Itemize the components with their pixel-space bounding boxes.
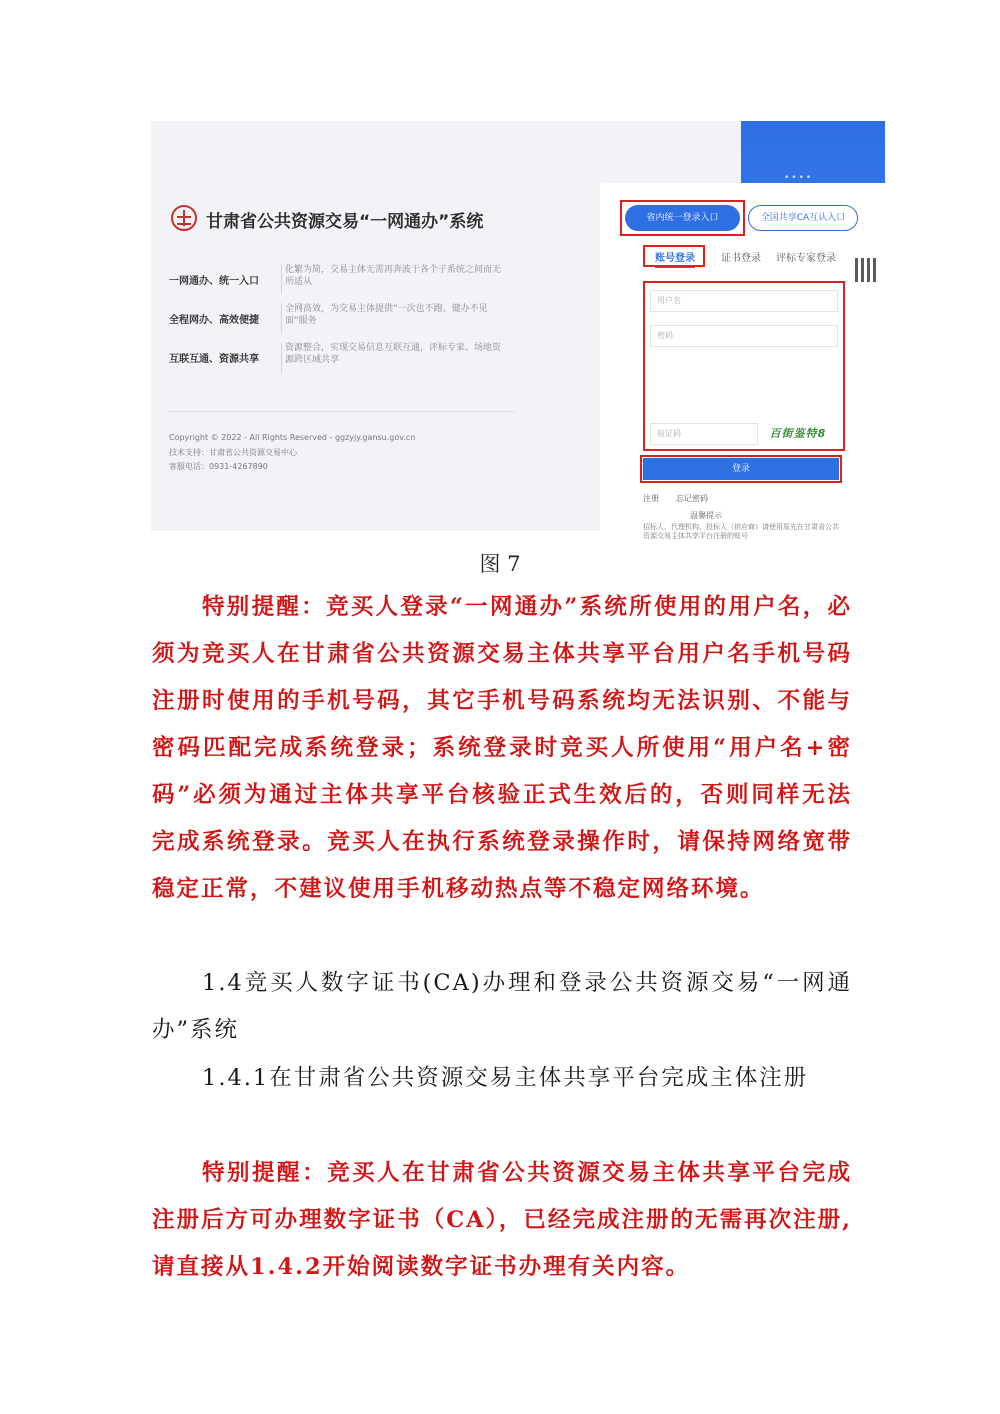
feature-item-unified-entry: [169, 264, 509, 298]
login-button[interactable]: 登录: [643, 458, 839, 480]
login-card: [600, 183, 885, 540]
section-heading-1-4: 1.4竞买人数字证书(CA)办理和登录公共资源交易“一网通办”系统: [152, 970, 852, 1043]
tip-title: 温馨提示: [690, 511, 722, 520]
special-reminder-2: 特别提醒：竞买人在甘肃省公共资源交易主体共享平台完成注册后方可办理数字证书（CA），已经完成注册的无需再次注册,请直接从1.4.2开始阅读数字证书办理有关内容。: [152, 1160, 852, 1280]
special-reminder-1: 特别提醒：竞买人登录“一网通办”系统所使用的用户名，必须为竞买人在甘肃省公共资源交易主体共享平台用户名手机号码注册时使用的手机号码，其它手机号码系统均无法识别、不能与密码匹配完成系统登录；系统登录时竞买人所使用“用户名+密码”必须为通过主体共享平台核验正式生效后的，否则同样无法完成系统登录。竞买人在执行系统登录操作时，请保持网络宽带稳定正常，不建议使用手机移动热点等不稳定网络环境。: [152, 594, 852, 902]
carousel-dots: ••••: [784, 173, 814, 183]
divider: [281, 303, 282, 333]
section-heading-1-4-1: 1.4.1在甘肃省公共资源交易主体共享平台完成主体注册: [202, 1065, 809, 1091]
register-link[interactable]: 注册: [643, 494, 659, 503]
login-page-screenshot: [151, 121, 885, 540]
captcha-image[interactable]: 百街鉴特8: [769, 427, 827, 440]
feature-item-sharing: [169, 342, 509, 376]
feature-desc: 全网高效，为交易主体提供“一次也不跑、键办不见面”服务: [285, 304, 488, 326]
username-field[interactable]: 用户名: [650, 290, 838, 312]
highlight-box: [640, 455, 842, 483]
password-field[interactable]: 密码: [650, 325, 838, 347]
site-title: 甘肃省公共资源交易“一网通办”系统: [206, 212, 484, 232]
divider: [169, 411, 515, 412]
forgot-password-link[interactable]: 忘记密码: [676, 494, 708, 503]
feature-desc: 化繁为简，交易主体无需再奔波于各个子系统之间而无所适从: [285, 265, 502, 287]
tab-provincial-login[interactable]: 省内统一登录入口: [625, 205, 740, 231]
tab-certificate-login[interactable]: 证书登录: [721, 253, 761, 264]
tab-account-login[interactable]: 账号登录: [655, 249, 695, 268]
qr-code-icon[interactable]: [855, 258, 879, 282]
figure-caption: 图 7: [479, 552, 521, 576]
tab-expert-login[interactable]: 评标专家登录: [776, 253, 836, 264]
copyright-text: Copyright © 2022 - All Rights Reserved - ggzyjy.gansu.gov.cn: [169, 433, 416, 442]
feature-desc: 资源整合，实现交易信息互联互通，评标专家、场地资源跨区域共享: [285, 343, 502, 365]
support-text: 技术支持：甘肃省公共资源交易中心: [169, 448, 297, 457]
tip-text: 招标人、代理机构、投标人（供应商）请使用原先在甘肃省公共资源交易主体共享平台注册的账号: [643, 523, 839, 540]
highlight-box: [643, 281, 845, 451]
tab-ca-mutual-login[interactable]: 全国共享CA互认入口: [748, 205, 858, 231]
captcha-field[interactable]: 验证码: [650, 423, 758, 445]
divider: [281, 264, 282, 294]
divider: [281, 342, 282, 372]
feature-title: 互联互通、资源共享: [169, 354, 259, 365]
highlight-box: [643, 245, 705, 267]
phone-text: 客服电话：0931-4267890: [169, 462, 268, 471]
highlight-box: [620, 200, 745, 236]
feature-title: 全程网办、高效便捷: [169, 315, 259, 326]
gansu-logo-icon: [171, 205, 197, 231]
feature-title: 一网通办、统一入口: [169, 276, 259, 287]
feature-item-online: [169, 303, 509, 337]
